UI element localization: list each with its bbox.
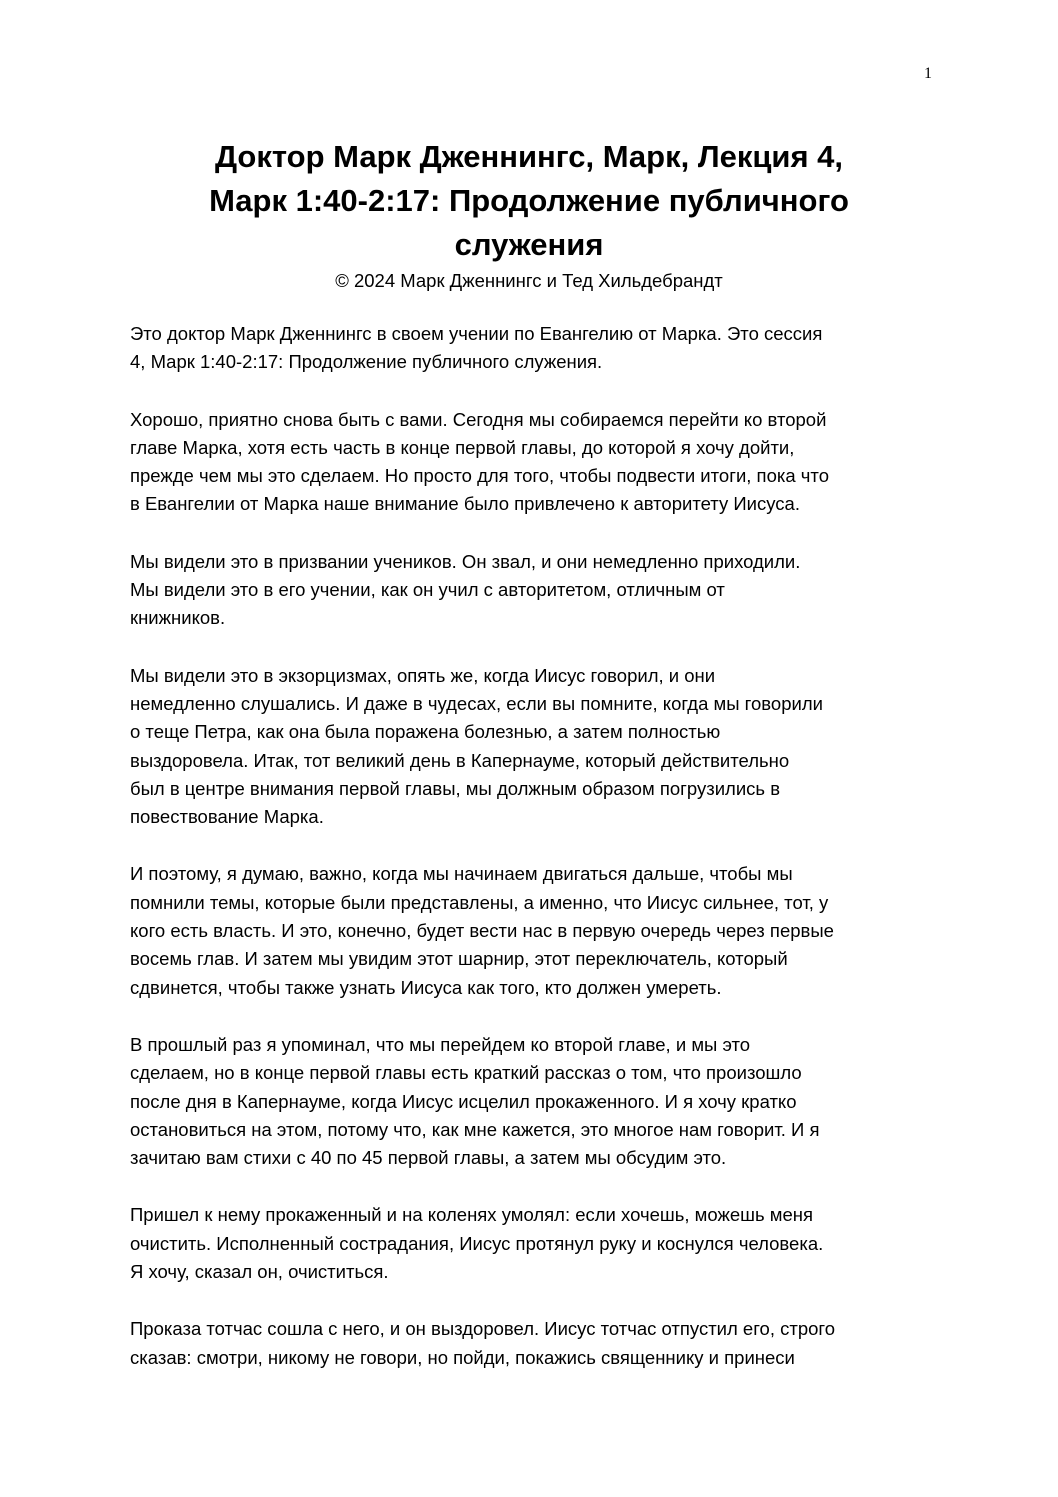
- text-line: немедленно слушались. И даже в чудесах, если вы помните, когда мы говорили: [130, 692, 823, 714]
- text-line: восемь глав. И затем мы увидим этот шарнир, этот переключатель, который: [130, 948, 788, 970]
- text-line: Мы видели это в его учении, как он учил с авторитетом, отличным от: [130, 579, 725, 601]
- paragraph: [130, 1201, 930, 1286]
- text-line: В прошлый раз я упоминал, что мы перейдем ко второй главе, и мы это: [130, 1033, 751, 1055]
- text-line: Проказа тотчас сошла с него, и он выздоровел. Иисус тотчас отпустил его, строго: [130, 1318, 836, 1340]
- text-line: был в центре внимания первой главы, мы должным образом погрузились в: [130, 777, 781, 799]
- text-line: прежде чем мы это сделаем. Но просто для того, чтобы подвести итоги, пока что: [130, 465, 829, 487]
- text-line: повествование Марка.: [130, 806, 324, 828]
- text-line: в Евангелии от Марка наше внимание было привлечено к авторитету Иисуса.: [130, 493, 800, 515]
- paragraph: [130, 662, 930, 832]
- text-line: Мы видели это в экзорцизмах, опять же, когда Иисус говорил, и они: [130, 664, 716, 686]
- text-line: Хорошо, приятно снова быть с вами. Сегодня мы собираемся перейти ко второй: [130, 408, 827, 430]
- text-line: о теще Петра, как она была поражена болезнью, а затем полностью: [130, 721, 721, 743]
- title-line: Доктор Марк Дженнингс, Марк, Лекция 4,: [214, 139, 844, 174]
- paragraph: [130, 860, 930, 1001]
- text-line: Пришел к нему прокаженный и на коленях умолял: если хочешь, можешь меня: [130, 1204, 813, 1226]
- text-line: остановиться на этом, потому что, как мне кажется, это многое нам говорит. И я: [130, 1118, 820, 1140]
- text-line: И поэтому, я думаю, важно, когда мы начинаем двигаться дальше, чтобы мы: [130, 863, 793, 885]
- text-line: 4, Марк 1:40-2:17: Продолжение публичного служения.: [130, 351, 603, 373]
- paragraph: [130, 320, 930, 377]
- text-line: сдвинется, чтобы также узнать Иисуса как того, кто должен умереть.: [130, 976, 722, 998]
- text-line: выздоровела. Итак, тот великий день в Капернауме, который действительно: [130, 749, 790, 771]
- text-line: сказав: смотри, никому не говори, но пойди, покажись священнику и принеси: [130, 1346, 795, 1368]
- text-line: зачитаю вам стихи с 40 по 45 первой главы, а затем мы обсудим это.: [130, 1147, 727, 1169]
- title-line: Марк 1:40-2:17: Продолжение публичного: [209, 183, 849, 218]
- text-line: очистить. Исполненный сострадания, Иисус протянул руку и коснулся человека.: [130, 1232, 824, 1254]
- text-line: Это доктор Марк Дженнингс в своем учении по Евангелию от Марка. Это сессия: [130, 323, 823, 344]
- paragraph: [130, 548, 930, 633]
- document-body: [130, 320, 930, 1401]
- text-line: после дня в Капернауме, когда Иисус исцелил прокаженного. И я хочу кратко: [130, 1090, 797, 1112]
- paragraph: [130, 406, 930, 519]
- document-title: [130, 135, 928, 267]
- text-line: книжников.: [130, 607, 226, 629]
- page-number: 1: [924, 65, 932, 82]
- text-line: главе Марка, хотя есть часть в конце первой главы, до которой я хочу дойти,: [130, 436, 795, 458]
- copyright-line: © 2024 Марк Дженнингс и Тед Хильдебрандт: [335, 270, 723, 291]
- title-line: служения: [454, 227, 604, 262]
- paragraph: [130, 1031, 930, 1172]
- text-line: Мы видели это в призвании учеников. Он звал, и они немедленно приходили.: [130, 550, 801, 572]
- text-line: кого есть власть. И это, конечно, будет вести нас в первую очередь через первые: [130, 920, 834, 942]
- paragraph: [130, 1315, 930, 1372]
- text-line: помнили темы, которые были представлены, а именно, что Иисус сильнее, тот, у: [130, 891, 829, 913]
- text-line: Я хочу, сказал он, очиститься.: [130, 1261, 389, 1283]
- text-line: сделаем, но в конце первой главы есть краткий рассказ о том, что произошло: [130, 1062, 802, 1084]
